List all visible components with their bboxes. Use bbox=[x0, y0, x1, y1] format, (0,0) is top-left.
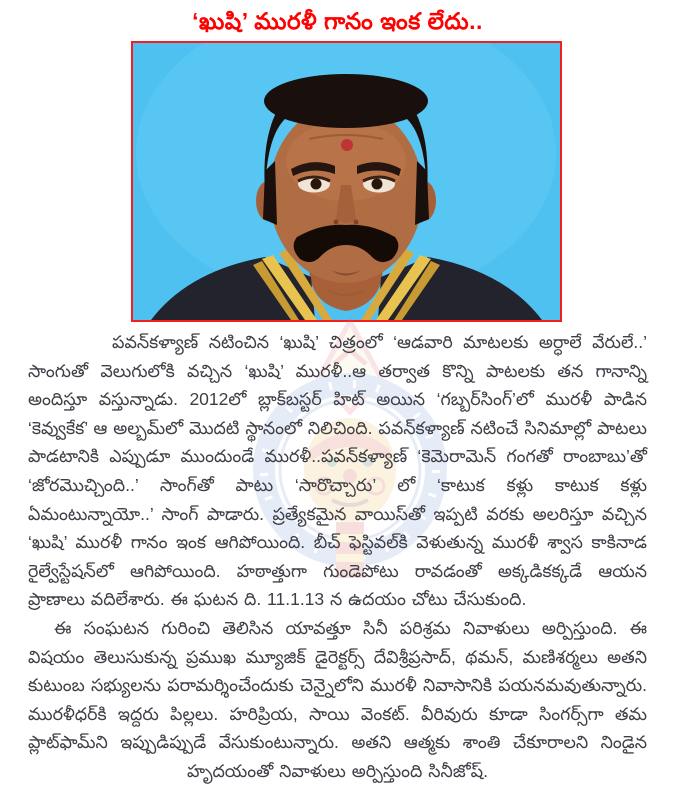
murali-photo bbox=[131, 41, 562, 322]
article-paragraph: ఈ సంఘటన గురించి తెలిసిన యావత్తూ సినీ పరిశ్రమ నివాళులు అర్పిస్తుంది. ఈ విషయం తెలుసుకున్న ప్రముఖ మ్యూజిక్ డైరెక్టర్స్ దేవిశ్రీప్రసాద్, థమన్, మణిశర్మలు అతని కుటుంబ సభ్యులను పరామర్శించేందుకు చెన్నైలోని మురళీ నివాసానికి పయనమవుతున్నారు. మురళీధర్‌కి ఇద్దరు పిల్లలు. హరిప్రియ, సాయి వెంకట్. వీరివురు కూడా సింగర్స్‌గా తమ ప్లాట్‌ఫామ్‌ని ఇప్పుడిప్పుడే వేసుకుంటున్నారు. అతని ఆత్మకు శాంతి చేకూరాలని నిండైన హృదయంతో నివాళులు అర్పిస్తుంది సినీజోష్. bbox=[28, 617, 647, 781]
article-body bbox=[0, 322, 675, 786]
article-title: ‘ఖుషి’ మురళీ గానం ఇంక లేదు.. bbox=[192, 8, 483, 34]
portrait-illustration bbox=[133, 43, 560, 320]
article-paragraph: పవన్‌కళ్యాణ్ నటించిన ‘ఖుషి’ చిత్రంలో ‘ఆడవారి మాటలకు అర్ధాలే వేరులే..’ సాంగుతో వెలుగులోకి వచ్చిన ‘ఖుషి’ మురళీ..ఆ తర్వాత కొన్ని పాటలకు తన గానాన్ని అందిస్తూ వస్తున్నాడు. 2012లో బ్లాక్‌బస్టర్ హిట్ అయిన ‘గబ్బర్‌సింగ్’లో మురళీ పాడిన ‘కెవ్వుకేక’ ఆ అల్బమ్‌లో మొదటి స్థానంలో నిలిచింది. పవన్‌కళ్యాణ్ నటించే సినిమాల్లో పాటలు పాడటానికి ఎప్పుడూ ముందుండే మురళీ..పవన్‌కళ్యాణ్ ‘కెమెరామెన్ గంగతో రాంబాబు’తో ‘జోరమొచ్చింది..’ సాంగ్‌తో పాటు ‘సారొచ్చారు’ లో ‘కాటుక కళ్లు కాటుక కళ్లు ఏమంటున్నాయో..’ సాంగ్ పాడారు. ప్రత్యేకమైన వాయిస్‌తో ఇప్పటి వరకు అలరిస్తూ వచ్చిన ‘ఖుషి’ మురళీ గానం ఇంక ఆగిపోయింది. బీచ్ ఫెస్టివల్‌కి వెళుతున్న మురళీ శ్వాస కాకినాడ రైల్వేస్టేషన్‌లో ఆగిపోయింది. హఠాత్తుగా గుండెపోటు రావడంతో అక్కడికక్కడే ఆయన ప్రాణాలు వదిలేశారు. ఈ ఘటన ది. 11.1.13 న ఉదయం చోటు చేసుకుంది. bbox=[28, 332, 647, 610]
